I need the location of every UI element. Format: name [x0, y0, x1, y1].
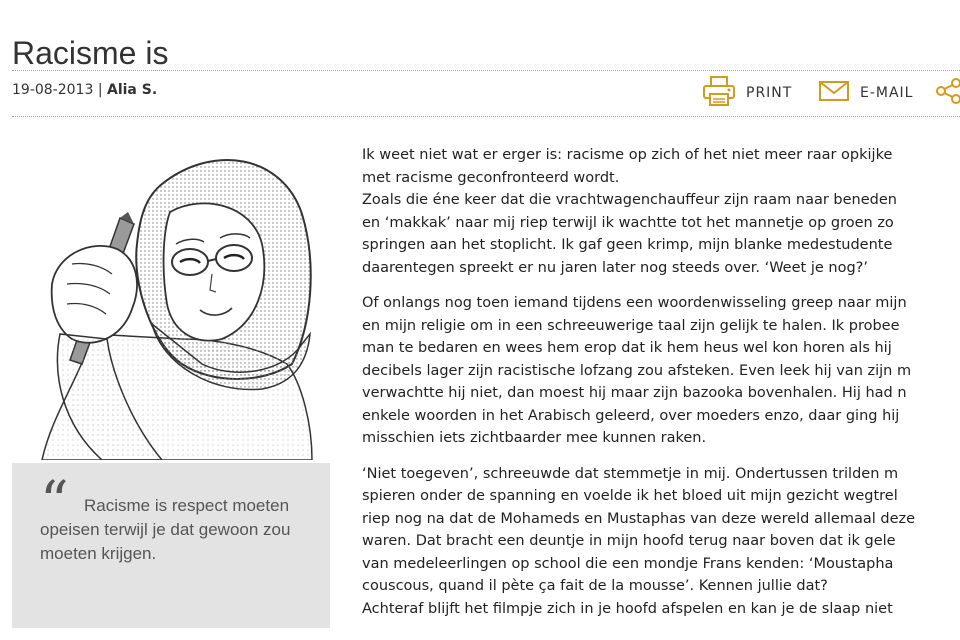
share-button[interactable] — [934, 76, 960, 110]
envelope-icon — [818, 79, 850, 107]
title-divider — [12, 70, 960, 71]
text-line: waren. Dat bracht een deuntje in mijn hoofd terug naar boven dat ik gele — [362, 533, 896, 549]
text-line: daarentegen spreekt er nu jaren later nog steeds over. ‘Weet je nog?’ — [362, 259, 868, 276]
article-paragraph — [362, 463, 960, 621]
article-illustration — [12, 134, 330, 460]
article-actions — [702, 76, 960, 110]
quote-mark-icon: “ — [40, 470, 69, 535]
article-title: Racisme is — [12, 35, 169, 72]
pull-quote-text: Racisme is respect moeten opeisen terwijl je dat gewoon zou moeten krijgen. — [40, 496, 291, 563]
text-line: Ik weet niet wat er erger is: racisme op zich of het niet meer raar opkijke — [362, 147, 893, 163]
article-meta — [12, 82, 157, 98]
text-line: spieren onder de spanning en voelde ik het bloed uit mijn gezicht wegtrel — [362, 488, 898, 504]
text-line: Of onlangs nog toen iemand tijdens een woordenwisseling greep naar mijn — [362, 295, 907, 311]
email-label: E-MAIL — [860, 85, 914, 101]
text-line: van medeleerlingen op school die een mondje Frans kenden: ‘Moustapha — [362, 555, 894, 572]
print-label: PRINT — [746, 85, 793, 101]
meta-separator: | — [97, 82, 103, 98]
text-line: decibels lager zijn racistische lofzang zou afsteken. Even leek hij van zijn m — [362, 362, 912, 379]
article-body — [362, 144, 960, 633]
email-button[interactable] — [818, 76, 913, 110]
text-line: Zoals die éne keer dat die vrachtwagenchauffeur zijn raam naar beneden — [362, 192, 897, 208]
text-line: riep nog na dat de Mohameds en Mustaphas van deze wereld allemaal deze — [362, 510, 916, 527]
text-line: enkele woorden in het Arabisch geleerd, over moeders enzo, daar ging hij — [362, 407, 900, 424]
text-line: misschien iets zichtbaarder mee kunnen raken. — [362, 430, 707, 446]
share-icon — [934, 76, 960, 110]
text-line: verwachtte hij niet, dan moest hij maar zijn bazooka bovenhalen. Hij had n — [362, 385, 907, 401]
text-line: Achteraf blijft het filmpje zich in je hoofd afspelen en kan je de slaap niet — [362, 600, 893, 617]
meta-divider — [12, 116, 960, 117]
article-paragraph — [362, 292, 960, 450]
pull-quote — [12, 463, 330, 628]
article-author[interactable]: Alia S. — [107, 82, 158, 98]
text-line: couscous, quand il pète ça fait de la mousse’. Kennen jullie dat? — [362, 578, 828, 594]
text-line: man te bedaren en wees hem erop dat ik hem heus wel kon horen als hij — [362, 340, 892, 356]
text-line: springen aan het stoplicht. Ik gaf geen krimp, mijn blanke medestudente — [362, 237, 893, 253]
text-line: met racisme geconfronteerd wordt. — [362, 169, 620, 186]
print-button[interactable] — [702, 76, 792, 110]
text-line: ‘Niet toegeven’, schreeuwde dat stemmetje in mij. Ondertussen trilden m — [362, 465, 899, 482]
printer-icon — [702, 75, 736, 111]
text-line: en ‘makkak’ naar mij riep terwijl ik wachtte tot het mannetje op groen zo — [362, 214, 894, 231]
text-line: en mijn religie om in een schreeuwerige taal zijn gelijk te halen. Ik probee — [362, 317, 900, 334]
article-paragraph — [362, 144, 960, 279]
article-date: 19-08-2013 — [12, 82, 94, 98]
